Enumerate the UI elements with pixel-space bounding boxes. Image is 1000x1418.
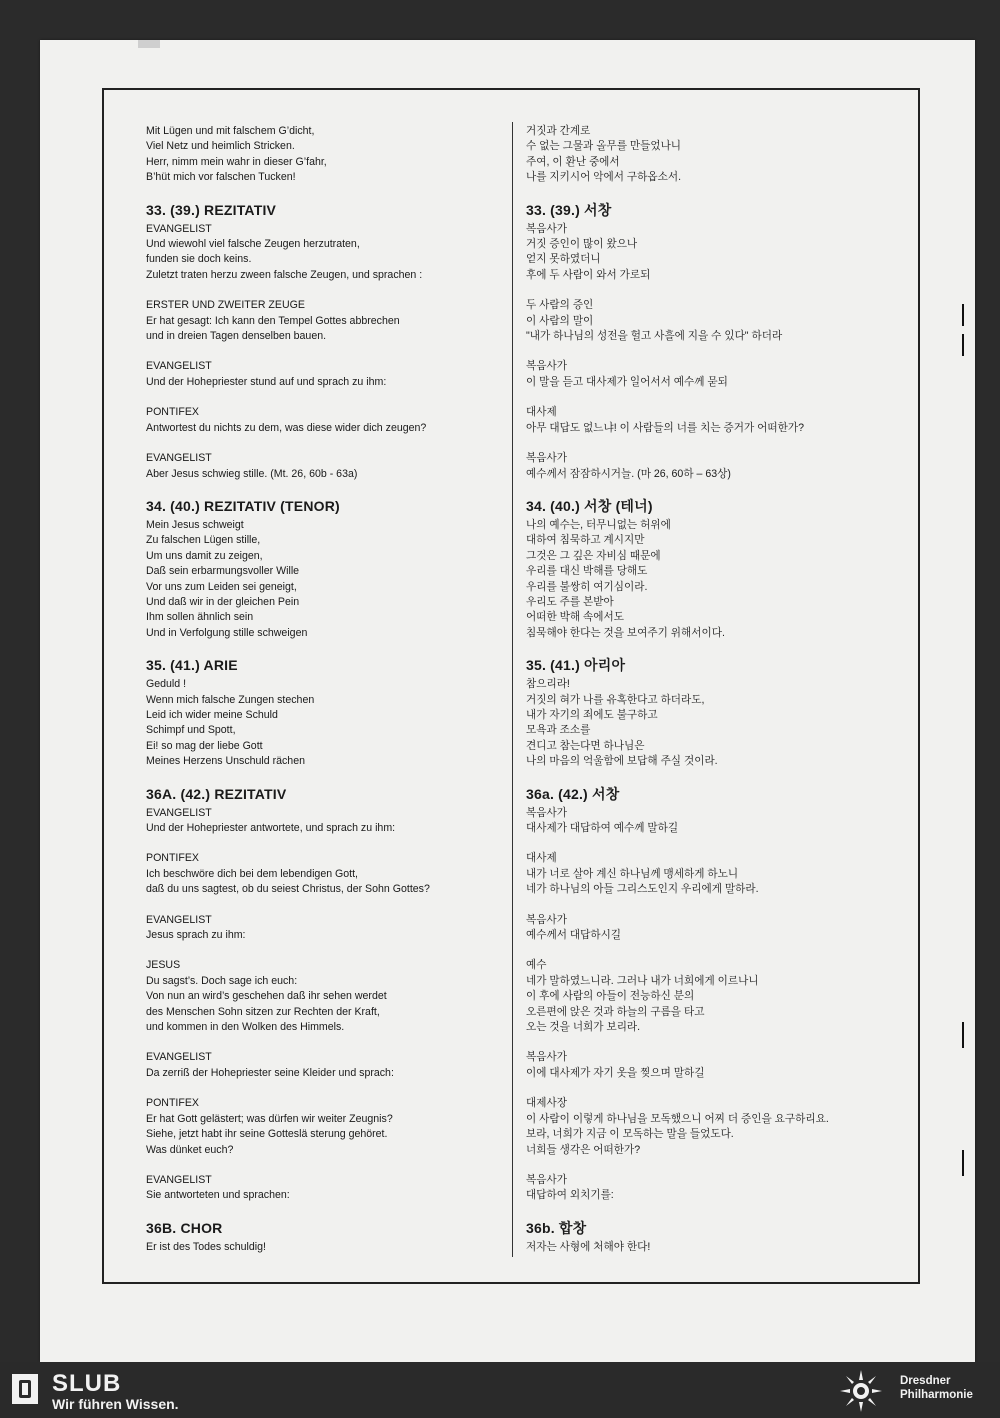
text-line: Viel Netz und heimlich Stricken. xyxy=(146,140,295,153)
section-33-title: 33. (39.) REZITATIV xyxy=(146,201,277,218)
text-line: und kommen in den Wolken des Himmels. xyxy=(146,1021,345,1034)
text-line: 우리를 대신 박해를 당해도 xyxy=(526,565,648,578)
margin-mark xyxy=(962,334,964,356)
text-block xyxy=(526,222,906,284)
text-line: funden sie doch keins. xyxy=(146,253,252,266)
text-line: 예수께서 대답하시길 xyxy=(526,929,622,942)
margin-mark xyxy=(962,1150,964,1176)
slub-name[interactable]: SLUB xyxy=(52,1370,122,1397)
text-line: 대사제 xyxy=(526,406,557,419)
section-36b-title: 36B. CHOR xyxy=(146,1219,223,1236)
text-block xyxy=(146,1096,506,1158)
text-line: EVANGELIST xyxy=(146,222,212,235)
text-line: Was dünket euch? xyxy=(146,1143,234,1156)
text-line: Herr, nimm mein wahr in dieser G’fahr, xyxy=(146,155,327,168)
korean-column xyxy=(526,124,906,1270)
text-line: Siehe, jetzt habt ihr seine Gotteslä sterung gehöret. xyxy=(146,1128,388,1141)
text-block xyxy=(146,958,506,1035)
text-block xyxy=(526,1240,906,1255)
text-block xyxy=(146,222,506,284)
text-block xyxy=(146,1050,506,1081)
text-line: 얻지 못하였더니 xyxy=(526,253,601,266)
text-line: 견디고 참는다면 하나님은 xyxy=(526,739,645,752)
text-block xyxy=(146,359,506,390)
text-line: Geduld ! xyxy=(146,678,187,691)
text-block xyxy=(146,298,506,344)
text-line: und in dreien Tagen denselben bauen. xyxy=(146,330,327,343)
text-line: Und der Hohepriester antwortete, und sprach zu ihm: xyxy=(146,822,396,834)
text-line: 주여, 이 환난 중에서 xyxy=(526,155,620,168)
text-block xyxy=(146,806,506,837)
text-block xyxy=(146,677,506,769)
text-line: Ei! so mag der liebe Gott xyxy=(146,739,263,752)
text-line: 나를 지키시어 악에서 구하옵소서. xyxy=(526,171,682,184)
text-line: Da zerriß der Hohepriester seine Kleider und sprach: xyxy=(146,1066,394,1079)
text-line: 이 후에 사람의 아들이 전능하신 분의 xyxy=(526,990,695,1003)
dresdner-philharmonie-name xyxy=(900,1374,973,1402)
text-block xyxy=(526,677,906,769)
text-line: 복음사가 xyxy=(526,1051,567,1064)
text-line: 복음사가 xyxy=(526,1173,567,1186)
text-line: 그것은 그 깊은 자비심 때문에 xyxy=(526,549,661,562)
text-line: 이에 대사제가 자기 옷을 찢으며 말하길 xyxy=(526,1066,705,1079)
text-line: Und wiewohl viel falsche Zeugen herzutraten, xyxy=(146,238,360,251)
text-line: 후에 두 사람이 와서 가로되 xyxy=(526,268,651,281)
text-line: 복음사가 xyxy=(526,806,567,819)
margin-mark xyxy=(962,304,964,326)
text-block xyxy=(526,851,906,897)
section-35-title: 35. (41.) ARIE xyxy=(146,657,238,674)
text-block xyxy=(526,806,906,837)
text-line: 아무 대답도 없느냐! 이 사람들의 너를 치는 증거가 어떠한가? xyxy=(526,421,804,434)
text-line: 거짓과 간계로 xyxy=(526,125,591,137)
text-line: 참으리라! xyxy=(526,678,570,691)
viewer-footer xyxy=(0,1362,1000,1418)
text-line: 나의 마음의 억울함에 보답해 주실 것이라. xyxy=(526,755,718,768)
section-33-title-ko: 33. (39.) 서창 xyxy=(526,201,612,218)
column-divider xyxy=(512,122,513,1257)
section-35-title-ko: 35. (41.) 아리아 xyxy=(526,657,626,674)
slub-tagline: Wir führen Wissen. xyxy=(52,1396,179,1412)
text-block xyxy=(526,405,906,436)
text-block xyxy=(526,451,906,482)
text-line: 복음사가 xyxy=(526,913,567,926)
text-line: EVANGELIST xyxy=(146,360,212,373)
text-block xyxy=(526,958,906,1035)
margin-mark xyxy=(962,1022,964,1048)
text-line: 침묵해야 한다는 것을 보여주기 위해서이다. xyxy=(526,626,725,639)
text-line: Ihm sollen ähnlich sein xyxy=(146,611,254,624)
text-line: 대하여 침묵하고 계시지만 xyxy=(526,534,645,547)
text-line: JESUS xyxy=(146,959,181,972)
text-line: 내가 너로 살아 계신 하나님께 맹세하게 하노니 xyxy=(526,867,739,880)
text-line: Sie antworteten und sprachen: xyxy=(146,1189,290,1202)
text-block xyxy=(146,851,506,897)
text-line: 우리도 주를 본받아 xyxy=(526,595,614,608)
text-line: Er ist des Todes schuldig! xyxy=(146,1240,266,1253)
text-line: 저자는 사형에 처해야 한다! xyxy=(526,1240,651,1253)
text-line: Jesus sprach zu ihm: xyxy=(146,929,246,942)
text-block xyxy=(146,518,506,641)
text-line: 너희들 생각은 어떠한가? xyxy=(526,1143,641,1156)
text-line: Er hat Gott gelästert; was dürfen wir weiter Zeugnis? xyxy=(146,1112,393,1125)
text-line: 복음사가 xyxy=(526,452,567,465)
text-line: PONTIFEX xyxy=(146,852,199,865)
text-line: 오른편에 앉은 것과 하늘의 구름을 타고 xyxy=(526,1005,705,1018)
text-line: PONTIFEX xyxy=(146,406,199,419)
page-tab xyxy=(138,40,160,48)
text-line: 모욕과 조소를 xyxy=(526,724,591,737)
text-line: daß du uns sagtest, ob du seiest Christus, der Sohn Gottes? xyxy=(146,883,430,896)
text-line: Antwortest du nichts zu dem, was diese wider dich zeugen? xyxy=(146,421,427,434)
section-36b-title-ko: 36b. 합창 xyxy=(526,1219,587,1236)
text-line: 대답하여 외치기를: xyxy=(526,1189,614,1202)
text-line: Schimpf und Spott, xyxy=(146,724,236,737)
text-block xyxy=(526,1050,906,1081)
section-34-title: 34. (40.) REZITATIV (TENOR) xyxy=(146,497,340,514)
text-line: Zu falschen Lügen stille, xyxy=(146,534,261,547)
text-line: Und daß wir in der gleichen Pein xyxy=(146,595,300,608)
text-line: 두 사람의 증인 xyxy=(526,299,594,312)
text-block xyxy=(146,1173,506,1204)
text-line: Und der Hohepriester stund auf und sprach zu ihm: xyxy=(146,375,387,388)
intro-verse xyxy=(146,124,506,186)
text-line: 네가 하나님의 아들 그리스도인지 우리에게 말하라. xyxy=(526,883,759,896)
text-line: Mein Jesus schweigt xyxy=(146,518,244,531)
section-36a-title: 36A. (42.) REZITATIV xyxy=(146,785,287,802)
text-line: 보라, 너희가 지금 이 모독하는 말을 들었도다. xyxy=(526,1128,734,1141)
text-line: 대제사장 xyxy=(526,1097,567,1110)
text-line: EVANGELIST xyxy=(146,913,212,926)
text-line: Um uns damit zu zeigen, xyxy=(146,549,263,562)
text-line: 대사제가 대답하여 예수께 말하길 xyxy=(526,822,679,834)
text-line: 복음사가 xyxy=(526,360,567,373)
text-line: B’hüt mich vor falschen Tucken! xyxy=(146,171,296,184)
text-line: EVANGELIST xyxy=(146,1051,212,1064)
text-line: EVANGELIST xyxy=(146,452,212,465)
text-line: PONTIFEX xyxy=(146,1097,199,1110)
german-column xyxy=(146,124,506,1270)
text-line: 예수께서 잠잠하시거늘. (마 26, 60하 – 63상) xyxy=(526,467,731,480)
text-line: Zuletzt traten herzu zween falsche Zeugen, und sprachen : xyxy=(146,268,423,281)
dresdner-philharmonie-logo-icon[interactable] xyxy=(838,1368,884,1414)
text-line: 어떠한 박해 속에서도 xyxy=(526,611,624,624)
text-line: 우리를 불쌍히 여기심이라. xyxy=(526,580,648,593)
text-line: 오는 것을 너희가 보리라. xyxy=(526,1021,641,1034)
text-line: Von nun an wird’s geschehen daß ihr sehen werdet xyxy=(146,990,387,1003)
text-block xyxy=(146,451,506,482)
text-line: 이 사람이 이렇게 하나님을 모독했으니 어찌 더 증인을 요구하리요. xyxy=(526,1112,829,1125)
slub-logo-icon[interactable] xyxy=(12,1374,38,1404)
text-line: 이 말을 듣고 대사제가 일어서서 예수께 묻되 xyxy=(526,375,728,388)
text-line: 거짓의 혀가 나를 유혹한다고 하더라도, xyxy=(526,693,705,706)
text-line: 거짓 증인이 많이 왔으나 xyxy=(526,238,638,251)
text-line: 예수 xyxy=(526,959,547,972)
text-block xyxy=(526,518,906,641)
text-line: des Menschen Sohn sitzen zur Rechten der Kraft, xyxy=(146,1005,380,1018)
text-line: Du sagst’s. Doch sage ich euch: xyxy=(146,974,298,987)
text-line: Ich beschwöre dich bei dem lebendigen Gott, xyxy=(146,867,359,880)
text-line: 이 사람의 말이 xyxy=(526,314,594,327)
text-line: 수 없는 그물과 올무를 만들었나니 xyxy=(526,140,682,153)
text-block xyxy=(526,298,906,344)
text-line: Aber Jesus schwieg stille. (Mt. 26, 60b - 63a) xyxy=(146,467,358,480)
text-block xyxy=(146,1240,506,1255)
section-36a-title-ko: 36a. (42.) 서창 xyxy=(526,785,620,802)
text-block xyxy=(146,913,506,944)
text-block xyxy=(526,913,906,944)
text-line: "내가 하나님의 성전을 헐고 사흘에 지을 수 있다" 하더라 xyxy=(526,330,783,343)
text-block xyxy=(526,359,906,390)
text-line: EVANGELIST xyxy=(146,1173,212,1186)
text-line: EVANGELIST xyxy=(146,806,212,819)
text-line: 네가 말하였느니라. 그러나 내가 너희에게 이르나니 xyxy=(526,974,759,987)
text-line: Leid ich wider meine Schuld xyxy=(146,708,278,721)
dp-line-1: Dresdner xyxy=(900,1375,951,1387)
text-block xyxy=(146,405,506,436)
text-line: Er hat gesagt: Ich kann den Tempel Gottes abbrechen xyxy=(146,314,400,327)
text-line: Wenn mich falsche Zungen stechen xyxy=(146,693,315,706)
text-line: Vor uns zum Leiden sei geneigt, xyxy=(146,580,297,593)
text-line: Daß sein erbarmungsvoller Wille xyxy=(146,565,300,578)
text-line: Meines Herzens Unschuld rächen xyxy=(146,755,305,768)
section-34-title-ko: 34. (40.) 서창 (테너) xyxy=(526,497,653,514)
text-line: 대사제 xyxy=(526,852,557,865)
dp-line-2: Philharmonie xyxy=(900,1389,973,1401)
text-line: 복음사가 xyxy=(526,222,567,235)
text-line: Und in Verfolgung stille schweigen xyxy=(146,626,308,639)
text-line: 나의 예수는, 터무니없는 허위에 xyxy=(526,518,671,531)
intro-verse xyxy=(526,124,906,186)
text-block xyxy=(526,1096,906,1158)
text-line: Mit Lügen und mit falschem G’dicht, xyxy=(146,125,315,137)
text-line: ERSTER UND ZWEITER ZEUGE xyxy=(146,299,305,312)
text-line: 내가 자기의 죄에도 불구하고 xyxy=(526,708,658,721)
text-block xyxy=(526,1173,906,1204)
